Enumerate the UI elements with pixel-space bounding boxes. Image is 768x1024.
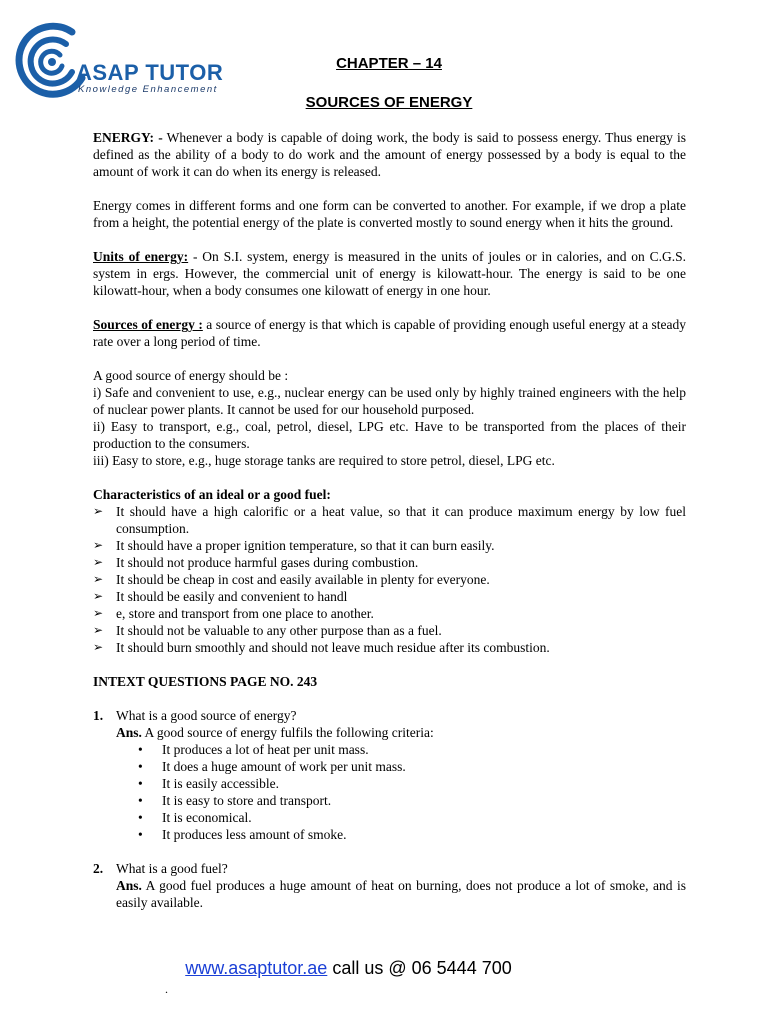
- list-item: ➢ It should be cheap in cost and easily available in plenty for everyone.: [93, 572, 490, 587]
- question-2: [93, 860, 686, 911]
- arrow-bullet-icon: ➢: [93, 538, 104, 552]
- units-label: Units of energy:: [93, 249, 189, 264]
- list-item: ➢ It should burn smoothly and should not leave much residue after its combustion.: [93, 640, 550, 655]
- answer-label: Ans.: [116, 878, 142, 893]
- list-item: ➢ e, store and transport from one place to another.: [93, 606, 374, 621]
- logo-brand-name: ASAP TUTOR: [76, 60, 224, 85]
- sources-text: a source of energy is that which is capable of providing enough useful energy at a steady rate over a long period of time.: [93, 317, 687, 349]
- arrow-bullet-icon: ➢: [93, 640, 104, 654]
- list-item: ➢ It should have a proper ignition temperature, so that it can burn easily.: [93, 538, 495, 553]
- list-item: ➢ It should not produce harmful gases during combustion.: [93, 555, 419, 570]
- answer-label: Ans.: [116, 725, 142, 740]
- energy-forms-paragraph: Energy comes in different forms and one form can be converted to another. For example, if we drop a plate from a height, the potential energy of the plate is converted mostly to sound energy when it hits the ground.: [93, 198, 686, 230]
- footer-dot: .: [165, 982, 168, 996]
- arrow-bullet-icon: ➢: [93, 606, 104, 620]
- list-item: ➢ It should have a high calorific or a heat value, so that it can produce maximum energy by low fuel consumption.: [93, 504, 686, 536]
- answer: Ans. A good source of energy fulfils the following criteria:: [116, 725, 434, 740]
- list-item: ➢ It should not be valuable to any other purpose than as a fuel.: [93, 623, 442, 638]
- intext-questions-heading: INTEXT QUESTIONS PAGE NO. 243: [93, 674, 318, 689]
- answer: Ans. A good fuel produces a huge amount of heat on burning, does not produce a lot of smoke, and is easily available.: [116, 878, 686, 910]
- units-of-energy-paragraph: [93, 248, 686, 299]
- arrow-bullet-icon: ➢: [93, 589, 104, 603]
- list-item: • It produces a lot of heat per unit mass.: [138, 741, 686, 758]
- sources-of-energy-paragraph: [93, 316, 686, 350]
- good-source-intro: A good source of energy should be :: [93, 368, 289, 383]
- page-title: SOURCES OF ENERGY: [305, 94, 473, 111]
- page-footer: [0, 958, 697, 979]
- good-source-point: i) Safe and convenient to use, e.g., nuclear energy can be used only by highly trained engineers with the help of nuclear power plants. It cannot be used for our household purposed.: [93, 385, 686, 417]
- fuel-characteristics-list: [93, 503, 686, 656]
- arrow-bullet-icon: ➢: [93, 504, 104, 518]
- energy-label: ENERGY: -: [93, 130, 163, 145]
- list-item: • It is easily accessible.: [138, 775, 686, 792]
- chapter-heading: CHAPTER – 14: [336, 55, 442, 72]
- fuel-characteristics-heading: Characteristics of an ideal or a good fuel:: [93, 487, 331, 502]
- logo-tagline: Knowledge Enhancement: [78, 84, 218, 95]
- contact-text: call us @ 06 5444 700: [332, 958, 512, 978]
- list-item: • It is easy to store and transport.: [138, 792, 686, 809]
- arrow-bullet-icon: ➢: [93, 555, 104, 569]
- energy-definition: [93, 129, 686, 180]
- answer-bullet-list: [93, 741, 686, 843]
- question-text: What is a good source of energy?: [116, 708, 297, 723]
- list-item: • It is economical.: [138, 809, 686, 826]
- good-source-point: iii) Easy to store, e.g., huge storage tanks are required to store petrol, diesel, LPG etc.: [93, 453, 555, 468]
- arrow-bullet-icon: ➢: [93, 572, 104, 586]
- good-source-point: ii) Easy to transport, e.g., coal, petrol, diesel, LPG etc. Have to be transported from the places of their production to the consumers.: [93, 419, 686, 451]
- arrow-bullet-icon: ➢: [93, 623, 104, 637]
- question-text: What is a good fuel?: [116, 861, 228, 876]
- units-text: - On S.I. system, energy is measured in the units of joules or in calories, and on C.G.S. system in ergs. However, the commercial unit of energy is kilowatt-hour. The energy is said to be one kilowatt-hour, when a body consumes one kilowatt of energy in one hour.: [93, 249, 687, 298]
- question-1: [93, 707, 686, 741]
- list-item: • It produces less amount of smoke.: [138, 826, 686, 843]
- question-number: 1.: [93, 708, 104, 723]
- question-number: 2.: [93, 861, 104, 876]
- document-body: [93, 129, 686, 911]
- website-link[interactable]: www.asaptutor.ae: [185, 958, 328, 978]
- energy-text: Whenever a body is capable of doing work, the body is said to possess energy. Thus energy is defined as the ability of a body to do work and the amount of energy possessed by a body is equal to the amount of work it can do when its energy is released.: [93, 130, 687, 179]
- sources-label: Sources of energy :: [93, 317, 203, 332]
- list-item: • It does a huge amount of work per unit mass.: [138, 758, 686, 775]
- list-item: ➢ It should be easily and convenient to handl: [93, 589, 348, 604]
